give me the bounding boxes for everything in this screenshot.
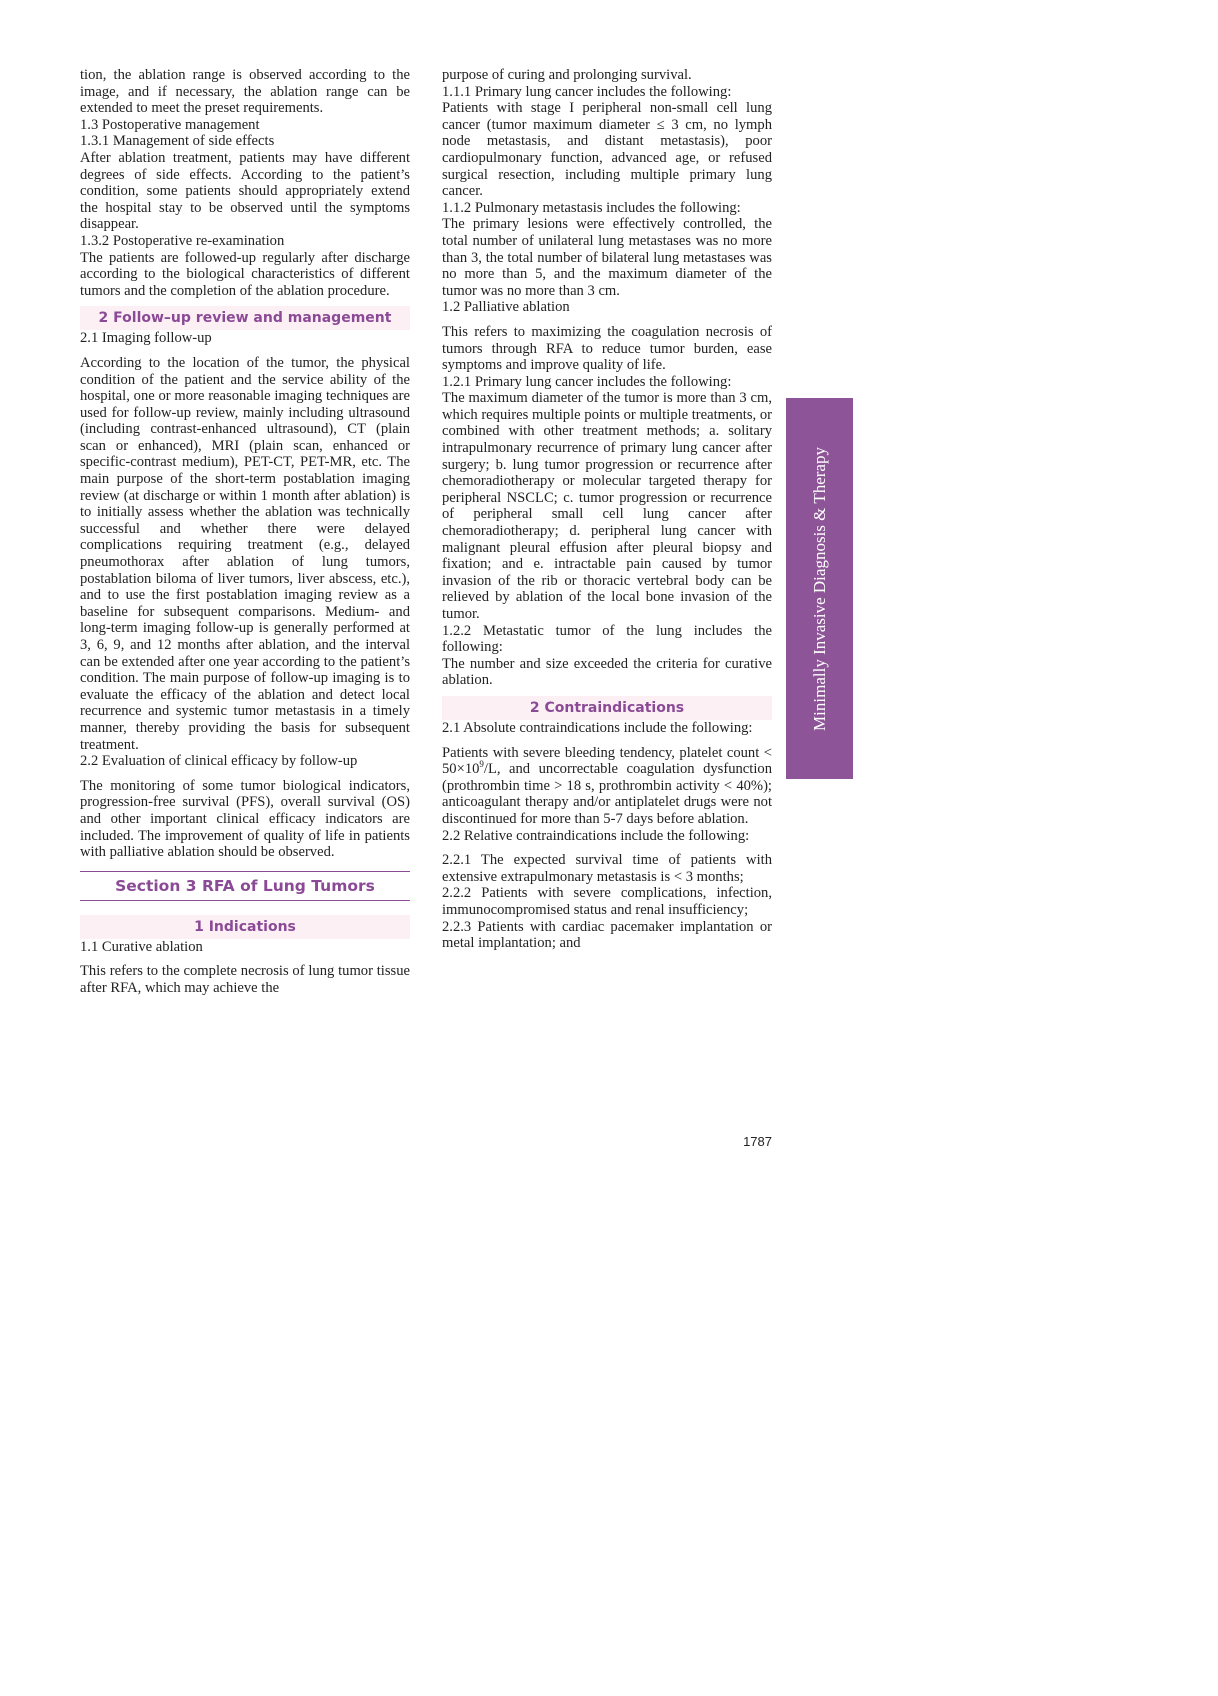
journal-side-tab — [786, 398, 853, 779]
text-run: /L, and uncorrectable coagulation dysfunction (prothrombin time > 18 s, prothrombin activity < 40%); anticoagulant therapy and/or antiplatelet drugs were not discontinued for more than 5-7 days before ablation. — [442, 761, 772, 827]
subsection-heading: 2.1 Absolute contraindications include the following: — [442, 719, 753, 736]
subsection-heading: 1.3 Postoperative management — [80, 116, 260, 133]
superscript: 9 — [479, 759, 484, 770]
page-number: 1787 — [743, 1134, 772, 1149]
subsection-heading: 1.2.2 Metastatic tumor of the lung includes the following: — [442, 622, 772, 656]
paragraph: The monitoring of some tumor biological indicators, progression-free survival (PFS), overall survival (OS) and other important clinical efficacy indicators are included. The improvement of quality of life in patients with palliative ablation should be observed. — [80, 777, 410, 861]
left-column — [80, 67, 410, 997]
subsection-heading: 1.1 Curative ablation — [80, 938, 203, 955]
subsection-heading: 1.2.1 Primary lung cancer includes the following: — [442, 373, 732, 390]
subsection-heading: 1.1.1 Primary lung cancer includes the following: — [442, 83, 732, 100]
paragraph: 2.2.3 Patients with cardiac pacemaker implantation or metal implantation; and — [442, 918, 772, 952]
paragraph: The maximum diameter of the tumor is more than 3 cm, which requires multiple points or multiple treatments, or combined with other treatment methods; a. solitary intrapulmonary recurrence of primary lung cancer after surgery; b. lung tumor progression or recurrence after chemoradiotherapy or molecular targeted therapy for peripheral NSCLC; c. tumor progression or recurrence of peripheral small cell lung cancer after chemoradiotherapy; d. peripheral lung cancer with malignant pleural effusion after pleural biopsy and fixation; and e. intractable pain caused by tumor invasion of the rib or thoracic vertebral body can be relieved by ablation of the local bone invasion of the tumor. — [442, 390, 772, 622]
subsection-heading: 1.3.1 Management of side effects — [80, 133, 275, 150]
subsection-heading: 1.2 Palliative ablation — [442, 299, 570, 316]
paragraph — [442, 745, 772, 828]
paragraph: This refers to maximizing the coagulation necrosis of tumors through RFA to reduce tumor burden, ease symptoms and improve quality of life. — [442, 323, 772, 374]
section-heading-follow-up: 2 Follow–up review and management — [80, 306, 410, 330]
paragraph: Patients with stage I peripheral non-small cell lung cancer (tumor maximum diameter ≤ 3 cm, no lymph node metastasis, and distant metastasis), poor cardiopulmonary function, advanced age, or refused surgical resection, including multiple primary lung cancer. — [442, 100, 772, 200]
paragraph: The patients are followed-up regularly after discharge according to the biological characteristics of different tumors and the completion of the ablation procedure. — [80, 249, 410, 299]
subsection-heading: 2.1 Imaging follow-up — [80, 330, 212, 347]
paragraph: According to the location of the tumor, the physical condition of the patient and the service ability of the hospital, one or more reasonable imaging techniques are used for follow-up review, mainly including ultrasound (including contrast-enhanced ultrasound), CT (plain scan or enhanced), MRI (plain scan, enhanced or specific-contrast medium), PET-CT, PET-MR, etc. The main purpose of the short-term postablation imaging review (at discharge or within 1 month after ablation) is to initially assess whether the ablation was technically successful and whether there were delayed complications requiring treatment (e.g., delayed pneumothorax after ablation of lung tumors, postablation biloma of liver tumors, liver abscess, etc.), and to use the first postablation imaging review as a baseline for subsequent comparisons. Medium- and long-term imaging follow-up is generally performed at 3, 6, 9, and 12 months after ablation, and the interval can be extended after one year according to the patient’s condition. The main purpose of follow-up imaging is to evaluate the efficacy of the ablation and detect local recurrence and systemic tumor metastasis in a timely manner, thereby providing the basis for subsequent treatment. — [80, 354, 410, 753]
paragraph: After ablation treatment, patients may have different degrees of side effects. According to the patient’s condition, some patients should appropriately extend the hospital stay to be observed until the symptoms disappear. — [80, 149, 410, 233]
paragraph: 2.2.2 Patients with severe complications, infection, immunocompromised status and renal insufficiency; — [442, 885, 772, 918]
section-heading-indications: 1 Indications — [80, 915, 410, 939]
text-run: Patients with severe bleeding tendency, platelet count < 50×10 — [442, 744, 772, 778]
subsection-heading: 1.3.2 Postoperative re-examination — [80, 232, 285, 249]
paragraph: 2.2.1 The expected survival time of patients with extensive extrapulmonary metastasis is < 3 months; — [442, 852, 772, 885]
subsection-heading: 1.1.2 Pulmonary metastasis includes the following: — [442, 199, 741, 216]
section-heading-contraindications: 2 Contraindications — [442, 696, 772, 720]
right-column — [442, 67, 772, 952]
paragraph: tion, the ablation range is observed according to the image, and if necessary, the ablation range can be extended to meet the preset requirements. — [80, 67, 410, 117]
section-title: Section 3 RFA of Lung Tumors — [80, 871, 410, 901]
paragraph: The primary lesions were effectively controlled, the total number of unilateral lung metastases was no more than 3, the total number of bilateral lung metastases was no more than 5, and the maximum diameter of the tumor was no more than 3 cm. — [442, 216, 772, 299]
subsection-heading: 2.2 Relative contraindications include the following: — [442, 827, 750, 844]
journal-name: Minimally Invasive Diagnosis & Therapy — [809, 446, 829, 731]
paragraph: purpose of curing and prolonging survival. — [442, 67, 692, 83]
paragraph: The number and size exceeded the criteria for curative ablation. — [442, 655, 772, 689]
subsection-heading: 2.2 Evaluation of clinical efficacy by follow-up — [80, 753, 358, 770]
paragraph: This refers to the complete necrosis of lung tumor tissue after RFA, which may achieve the — [80, 963, 410, 996]
